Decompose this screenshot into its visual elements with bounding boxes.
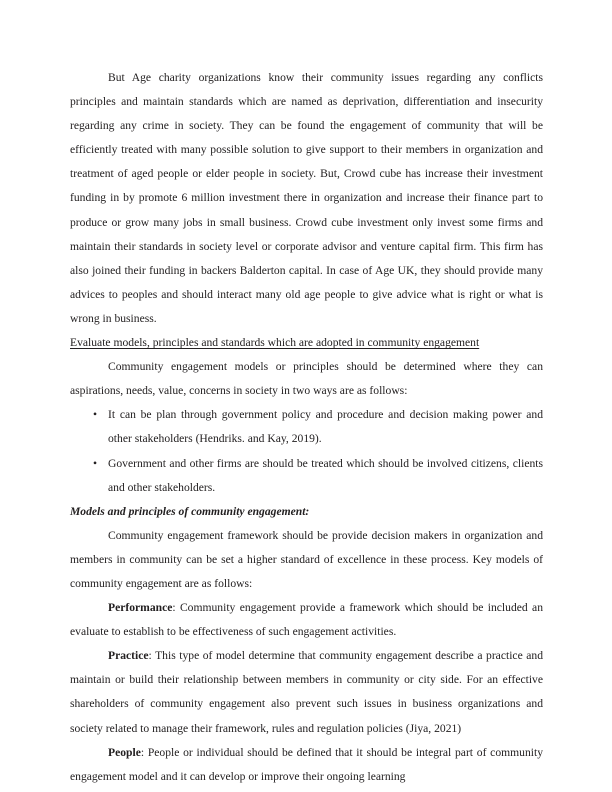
bullet-dot-icon: •: [93, 408, 98, 422]
heading-evaluate-models: [70, 331, 543, 355]
paragraph-engagement-framework: Community engagement framework should be provide decision makers in organization and members in community can be set a higher standard of excellence in these process. Key models of community engagement are as follows:: [70, 528, 543, 590]
paragraph-people-text: : People or individual should be defined that it should be integral part of community engagement model and it can develop or improve their ongoing learning: [70, 745, 543, 783]
list-item: [70, 452, 543, 500]
document-body: [70, 66, 543, 789]
list-item-text: It can be plan through government policy and procedure and decision making power and other stakeholders (Hendriks. and Kay, 2019).: [108, 408, 543, 446]
paragraph-practice: [70, 644, 543, 740]
bullet-dot-icon: •: [93, 456, 98, 470]
list-item-text: Government and other firms are should be treated which should be involved citizens, clients and other stakeholders.: [108, 456, 543, 494]
paragraph-performance: [70, 596, 543, 644]
bullet-list-engagement-ways: [70, 403, 543, 499]
paragraph-performance-text: : Community engagement provide a framework which should be included an evaluate to establish to be effectiveness of such engagement activities.: [70, 601, 543, 639]
list-item: [70, 403, 543, 451]
paragraph-people: [70, 741, 543, 789]
heading-evaluate-models-text: Evaluate models, principles and standards which are adopted in community engagement: [70, 336, 480, 350]
term-performance: Performance: [108, 601, 173, 615]
paragraph-models-principles-intro: Community engagement models or principles should be determined where they can aspirations, needs, value, concerns in society in two ways are as follows:: [70, 360, 543, 398]
paragraph-practice-text: : This type of model determine that community engagement describe a practice and maintain or build their relationship between members in community or city side. For an effective shareholders of community engagement also prevent such issues in business organizations and society related to manage their framework, rules and regulation policies (Jiya, 2021): [70, 649, 543, 735]
term-practice: Practice: [108, 649, 149, 663]
term-people: People: [108, 745, 141, 759]
paragraph-age-charity-intro: But Age charity organizations know their community issues regarding any conflicts principles and maintain standards which are named as deprivation, differentiation and insecurity regarding any crime in society. They can be found the engagement of community that will be efficiently treated with many possible solution to give support to their members in organization and treatment of aged people or elder people in society. But, Crowd cube has increase their investment funding in by promote 6 million investment there in organization and increase their finance part to produce or grow many jobs in small business. Crowd cube investment only invest some firms and maintain their standards in society level or corporate advisor and venture capital firm. This firm has also joined their funding in backers Balderton capital. In case of Age UK, they should provide many advices to peoples and should interact many old age people to give advice what is right or what is wrong in business.: [70, 71, 543, 325]
heading-models-and-principles: Models and principles of community engagement:: [70, 504, 310, 518]
